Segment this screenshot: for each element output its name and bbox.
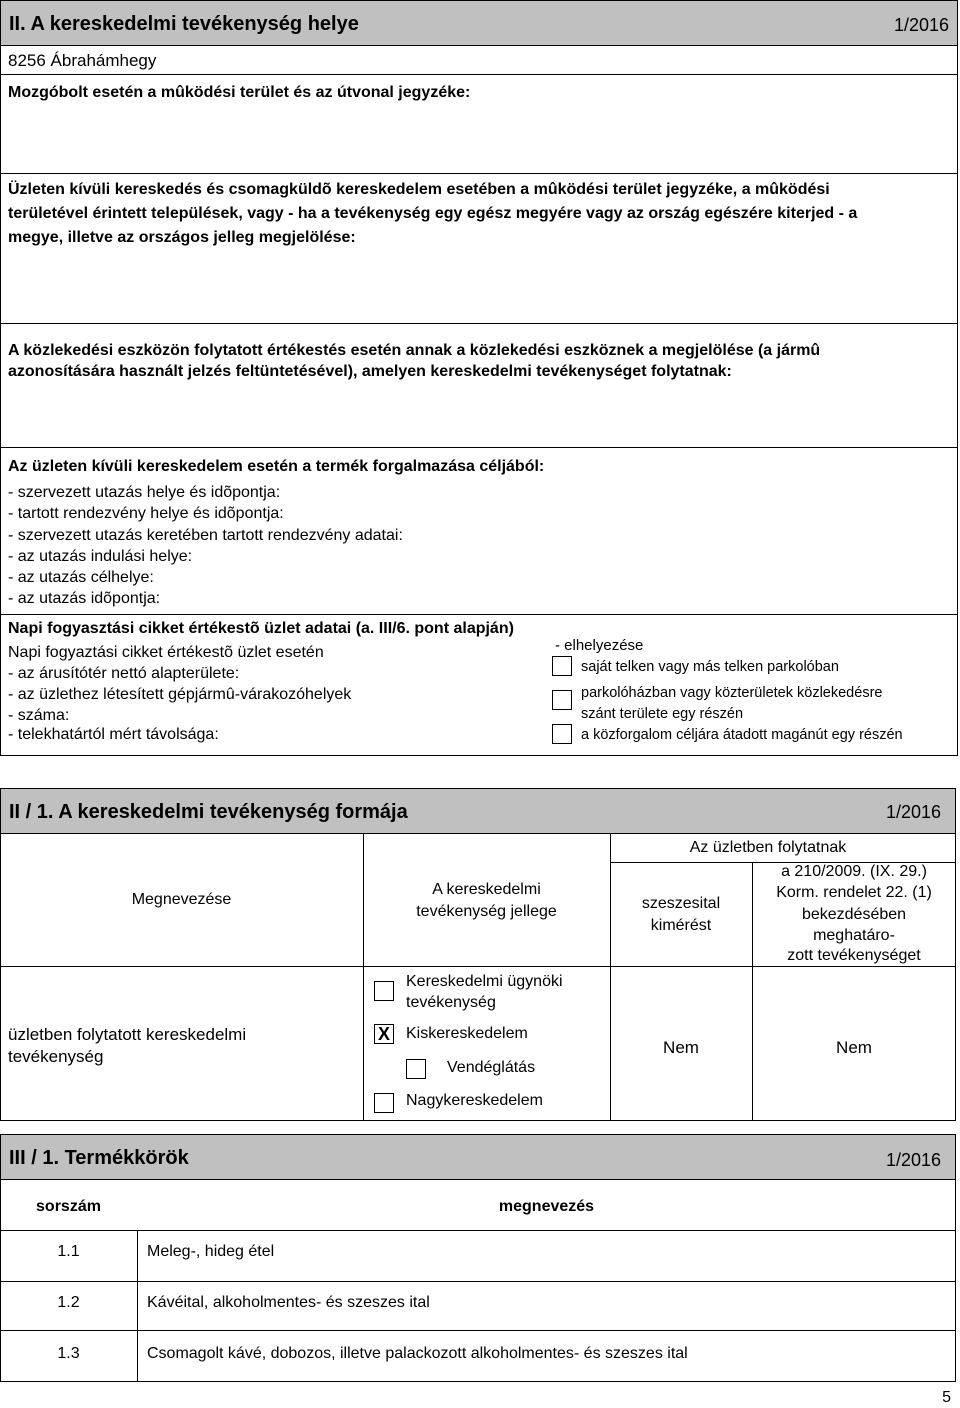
col-korm-5: zott tevékenységet bbox=[787, 947, 921, 964]
napi-item: - telekhatártól mért távolsága: bbox=[8, 726, 219, 743]
address-box bbox=[0, 45, 958, 75]
szeszesital-value: Nem bbox=[663, 1038, 699, 1057]
row-num: 1.3 bbox=[57, 1345, 80, 1362]
termek-item: - szervezett utazás helye és idõpontja: bbox=[8, 484, 281, 501]
option-checkbox-kiskereskedelem[interactable]: X bbox=[374, 1024, 394, 1044]
col-korm-3: bekezdésében bbox=[801, 906, 907, 923]
section-iii1-title: III / 1. Termékkörök bbox=[9, 1147, 189, 1169]
napi-title: Napi fogyasztási cikket értékestõ üzlet adatai (a. III/6. pont alapján) bbox=[8, 620, 514, 637]
row-name-2: tevékenység bbox=[8, 1047, 104, 1066]
uzleten-kivuli-label-3: megye, illetve az országos jelleg megjelölése: bbox=[8, 229, 356, 246]
elhelyezese-checkbox-3[interactable] bbox=[552, 724, 572, 744]
col-szeszesital-2: kimérést bbox=[650, 917, 712, 934]
col-korm-4: meghatáro- bbox=[813, 927, 895, 944]
elhelyezese-option-1: saját telken vagy más telken parkolóban bbox=[581, 659, 839, 675]
mozgobolt-label: Mozgóbolt esetén a mûködési terület és az útvonal jegyzéke: bbox=[8, 84, 471, 101]
row-name: Kávéital, alkoholmentes- és szeszes ital bbox=[147, 1294, 430, 1311]
section-ii1-header bbox=[0, 788, 956, 834]
option-checkbox-vendeglatas[interactable] bbox=[406, 1059, 426, 1079]
napi-item: - az üzlethez létesített gépjármû-várakozóhelyek bbox=[8, 686, 352, 703]
kozlekedesi-label-2: azonosítására használt jelzés feltüntetésével), amelyen kereskedelmi tevékenységet folytatnak: bbox=[8, 363, 732, 380]
col-jellege-2: tevékenység jellege bbox=[416, 903, 557, 920]
uzleten-kivuli-label-1: Üzleten kívüli kereskedés és csomagküldõ kereskedelem esetében a mûködési terület jegyzéke, a mûködési bbox=[8, 181, 830, 198]
elhelyezese-option-3: a közforgalom céljára átadott magánút egy részén bbox=[581, 727, 903, 743]
col-megnevezese: Megnevezése bbox=[131, 891, 232, 908]
elhelyezese-checkbox-2[interactable] bbox=[552, 690, 572, 710]
page-number: 5 bbox=[942, 1389, 951, 1406]
termek-forgalmazas-box bbox=[0, 447, 958, 615]
address-value: 8256 Ábrahámhegy bbox=[8, 51, 157, 70]
termek-title: Az üzleten kívüli kereskedelem esetén a termék forgalmazása céljából: bbox=[8, 458, 545, 475]
col-jellege-1: A kereskedelmi bbox=[432, 881, 541, 898]
termek-item: - tartott rendezvény helye és idõpontja: bbox=[8, 505, 284, 522]
section-ii-code: 1/2016 bbox=[893, 15, 949, 35]
option-checkbox-ugynoki[interactable] bbox=[374, 981, 394, 1001]
elhelyezese-option-2b: szánt területe egy részén bbox=[581, 706, 744, 722]
napi-item: Napi fogyaztási cikket értékestõ üzlet esetén bbox=[8, 644, 324, 661]
termek-item: - az utazás célhelye: bbox=[8, 569, 154, 586]
option-label-ugynoki-2: tevékenység bbox=[406, 994, 496, 1011]
elhelyezese-option-2: parkolóházban vagy közterületek közlekedésre bbox=[581, 685, 883, 701]
section-ii-header bbox=[0, 0, 958, 46]
termek-item: - az utazás indulási helye: bbox=[8, 548, 193, 565]
option-label-vendeglatas: Vendéglátás bbox=[447, 1059, 536, 1076]
termek-item: - szervezett utazás keretében tartott rendezvény adatai: bbox=[8, 527, 403, 544]
option-label-nagykereskedelem: Nagykereskedelem bbox=[406, 1092, 543, 1109]
col-korm-2: Korm. rendelet 22. (1) bbox=[776, 884, 932, 901]
section-ii1-title: II / 1. A kereskedelmi tevékenység formája bbox=[9, 801, 408, 823]
uzleten-kivuli-box bbox=[0, 173, 958, 324]
col-szeszesital-1: szeszesital bbox=[641, 895, 721, 912]
col-sorszam: sorszám bbox=[36, 1198, 101, 1215]
uzleten-kivuli-label-2: területével érintett települések, vagy - ha a tevékenység egy egész megyére vagy az ország egészére kiterjed - a bbox=[8, 205, 858, 222]
row-name: Meleg-, hideg étel bbox=[147, 1243, 275, 1260]
section-ii-title: II. A kereskedelmi tevékenység helye bbox=[9, 13, 359, 35]
napi-item: - száma: bbox=[8, 707, 70, 724]
row-num: 1.1 bbox=[57, 1243, 80, 1260]
row-name: Csomagolt kávé, dobozos, illetve palackozott alkoholmentes- és szeszes ital bbox=[147, 1345, 688, 1362]
napi-item: - az árusítótér nettó alapterülete: bbox=[8, 665, 240, 682]
row-num: 1.2 bbox=[57, 1294, 80, 1311]
col-megnevezes: megnevezés bbox=[498, 1198, 595, 1215]
elhelyezese-label: - elhelyezése bbox=[555, 637, 644, 654]
col-folytatnak: Az üzletben folytatnak bbox=[689, 839, 847, 856]
section-iii1-header bbox=[0, 1134, 956, 1180]
korm-value: Nem bbox=[836, 1038, 872, 1057]
section-iii1-code: 1/2016 bbox=[885, 1150, 941, 1170]
termek-item: - az utazás idõpontja: bbox=[8, 590, 161, 607]
napi-fogyasztasi-box bbox=[0, 614, 958, 756]
option-checkbox-nagykereskedelem[interactable] bbox=[374, 1093, 394, 1113]
elhelyezese-checkbox-1[interactable] bbox=[552, 656, 572, 676]
mozgobolt-box bbox=[0, 74, 958, 174]
option-label-ugynoki-1: Kereskedelmi ügynöki bbox=[406, 973, 563, 990]
kozlekedesi-label-1: A közlekedési eszközön folytatott értékestés esetén annak a közlekedési eszköznek a megjelölése (a jármû bbox=[8, 342, 821, 359]
kozlekedesi-box bbox=[0, 323, 958, 448]
col-korm-1: a 210/2009. (IX. 29.) bbox=[781, 863, 927, 880]
row-name-1: üzletben folytatott kereskedelmi bbox=[8, 1025, 247, 1044]
option-label-kiskereskedelem: Kiskereskedelem bbox=[406, 1025, 528, 1042]
section-ii1-code: 1/2016 bbox=[885, 802, 941, 822]
